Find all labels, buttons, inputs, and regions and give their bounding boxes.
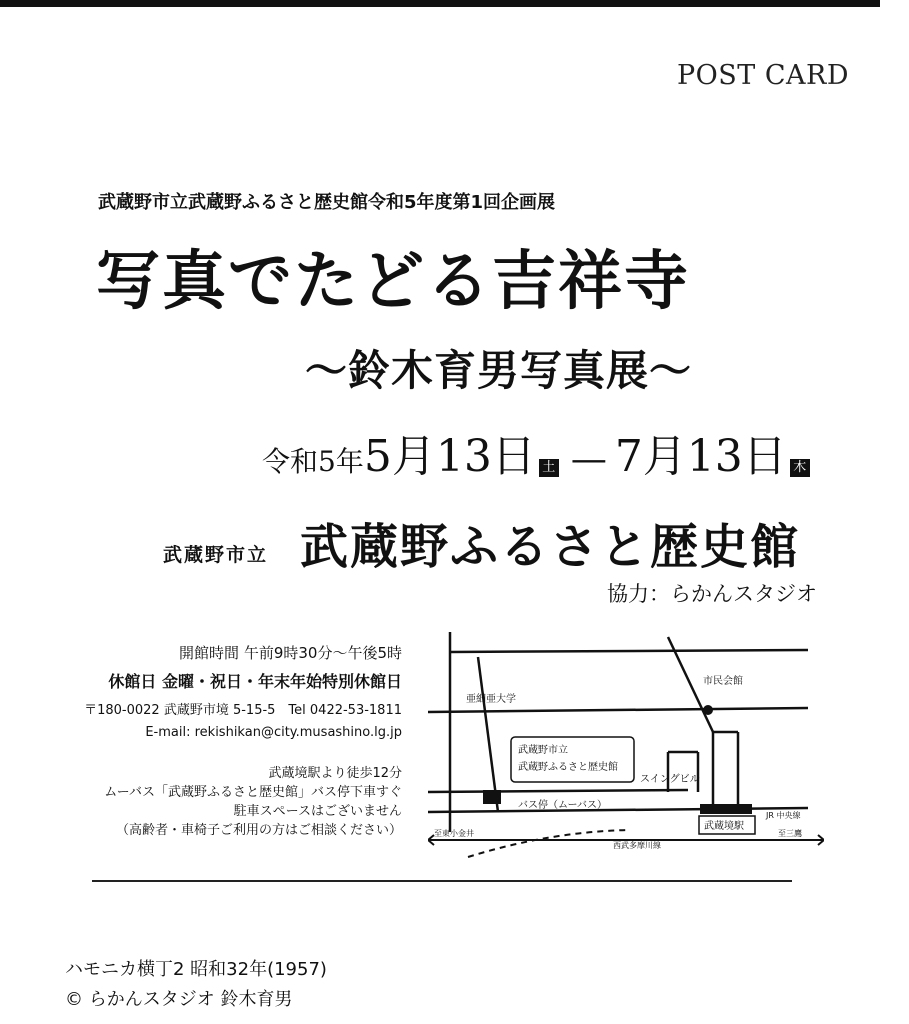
map-station-block	[700, 804, 752, 814]
visitor-info	[84, 642, 402, 761]
map-label-civic-hall: 市民会館	[703, 676, 743, 687]
access-line: （高齢者・車椅子ご利用の方はご相談ください）	[115, 823, 402, 838]
exhibition-dates	[262, 420, 814, 484]
access-info	[104, 764, 402, 840]
access-map	[428, 632, 824, 862]
map-road	[478, 657, 498, 812]
map-label-museum-1: 武蔵野市立	[518, 745, 568, 756]
postcard-label: POST CARD	[676, 60, 849, 91]
address-phone: 〒180-0022 武蔵野市境 5-15-5 Tel 0422-53-1811	[84, 703, 402, 718]
map-label-bus-stop: バス停（ムーバス）	[518, 800, 607, 811]
start-date: 5月13日	[363, 431, 536, 482]
map-museum-marker	[483, 790, 501, 804]
map-label-swing-building: スイングビル	[640, 774, 700, 785]
map-label-university: 亜細亜大学	[466, 694, 516, 705]
end-day-badge: 木	[790, 459, 810, 477]
map-museum-callout	[511, 737, 634, 782]
start-day-badge: 土	[539, 459, 559, 477]
exhibition-title: 写真でたどる吉祥寺	[96, 244, 690, 319]
map-label-museum-2: 武蔵野ふるさと歴史館	[518, 762, 618, 773]
map-civic-hall-dot	[703, 705, 713, 715]
date-era: 令和5年	[262, 445, 364, 478]
map-label-jr-line: JR 中央線	[766, 811, 801, 820]
map-label-to-koganei: 至東小金井	[434, 829, 474, 838]
map-label-to-mitaka: 至三鷹	[778, 829, 802, 838]
closed-days: 休館日 金曜・祝日・年末年始特別休館日	[108, 672, 402, 691]
map-label-seibu-line: 西武多摩川線	[613, 841, 661, 850]
cooperation-credit: 協力：らかんスタジオ	[607, 582, 817, 606]
photo-caption: ハモニカ横丁2 昭和32年(1957)	[65, 959, 327, 980]
exhibition-subtitle: 〜鈴木育男写真展〜	[305, 346, 693, 395]
top-border-rule	[0, 0, 880, 7]
venue-name: 武蔵野ふるさと歴史館	[300, 519, 801, 575]
opening-hours: 開館時間 午前9時30分〜午後5時	[179, 644, 402, 662]
access-line: 武蔵境駅より徒歩12分	[268, 766, 402, 781]
bottom-divider-rule	[92, 880, 792, 882]
photo-copyright: © らかんスタジオ 鈴木育男	[65, 989, 293, 1010]
map-road	[428, 790, 688, 792]
end-date: 7月13日	[614, 431, 787, 482]
map-seibu-line	[468, 830, 628, 857]
exhibition-organizer-line: 武蔵野市立武蔵野ふるさと歴史館令和5年度第1回企画展	[98, 192, 556, 213]
email-address: E-mail: rekishikan@city.musashino.lg.jp	[145, 725, 402, 740]
access-line: ムーバス「武蔵野ふるさと歴史館」バス停下車すぐ	[104, 785, 402, 800]
map-road	[450, 650, 808, 652]
access-line: 駐車スペースはございません	[233, 804, 402, 819]
date-dash: —	[570, 439, 607, 480]
venue-prefix: 武蔵野市立	[163, 544, 269, 566]
map-label-station: 武蔵境駅	[704, 821, 744, 832]
